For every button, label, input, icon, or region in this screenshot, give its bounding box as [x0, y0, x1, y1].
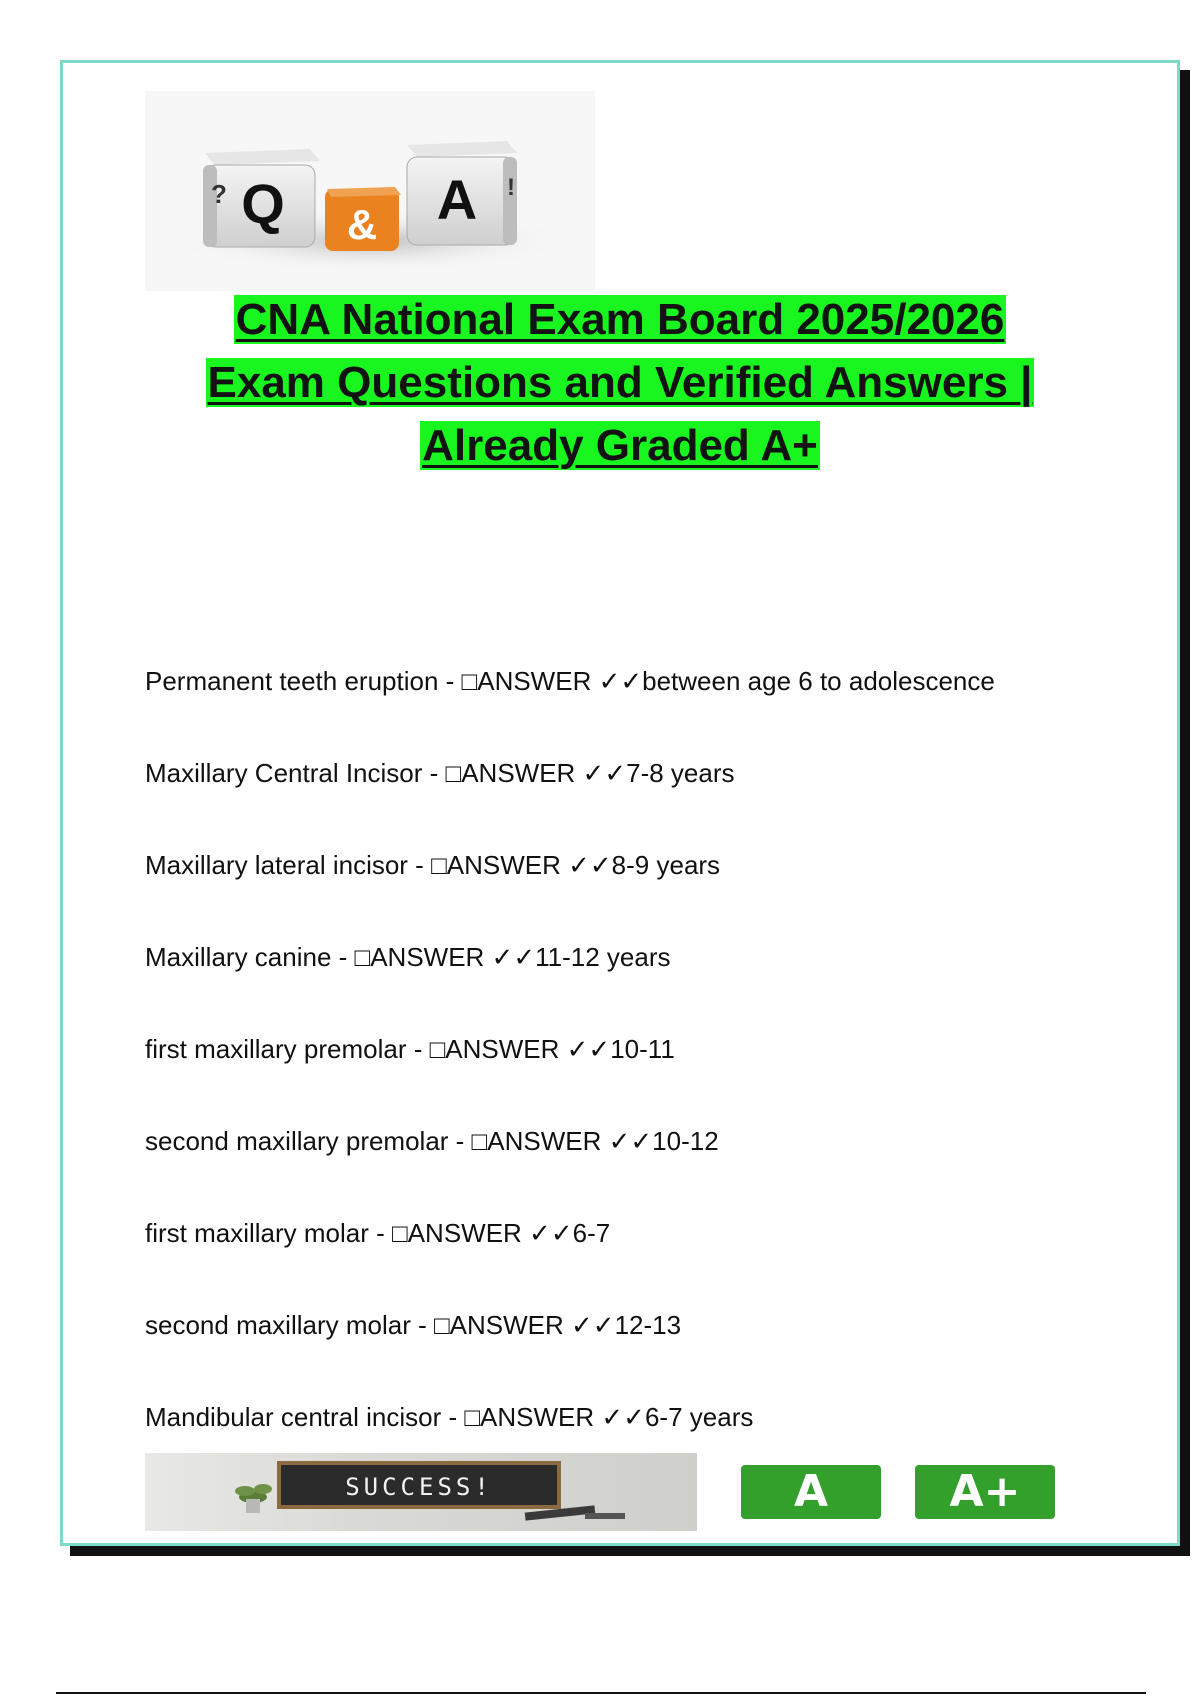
a-die: [407, 141, 517, 245]
grade-aplus-badge: A+: [915, 1465, 1055, 1519]
qa-item: Maxillary canine - □ANSWER ✓✓11-12 years: [145, 942, 671, 972]
success-sign-graphic: [145, 1453, 697, 1531]
ampersand-die: [325, 187, 401, 251]
success-sign-image: [145, 1453, 697, 1531]
qa-item: Permanent teeth eruption - □ANSWER ✓✓between age 6 to adolescence: [145, 666, 995, 696]
page-frame: [60, 60, 1180, 1546]
qa-item: Maxillary lateral incisor - □ANSWER ✓✓8-9 years: [145, 850, 721, 880]
qa-item: Mandibular central incisor - □ANSWER ✓✓6-7 years: [145, 1402, 754, 1432]
footer-divider: [56, 1692, 1146, 1694]
bottom-banner: [145, 1453, 1145, 1533]
qa-item: Maxillary Central Incisor - □ANSWER ✓✓7-8 years: [145, 758, 735, 788]
title-line-2: Exam Questions and Verified Answers |: [207, 358, 1033, 407]
title-line-1: CNA National Exam Board 2025/2026: [235, 295, 1005, 344]
die-q-label: Q: [241, 172, 285, 235]
qa-item: first maxillary molar - □ANSWER ✓✓6-7: [145, 1218, 611, 1248]
grade-a-badge: A: [741, 1465, 881, 1519]
document-title: [83, 288, 1157, 477]
die-a-label: A: [436, 168, 478, 231]
qa-item: second maxillary molar - □ANSWER ✓✓12-13: [145, 1310, 682, 1340]
qa-dice-logo: [145, 91, 595, 291]
success-sign-label: SUCCESS!: [345, 1473, 493, 1501]
qa-item: second maxillary premolar - □ANSWER ✓✓10-12: [145, 1126, 719, 1156]
exclamation-mark: !: [507, 174, 515, 201]
qa-item: first maxillary premolar - □ANSWER ✓✓10-11: [145, 1034, 675, 1064]
title-line-3: Already Graded A+: [422, 421, 818, 470]
die-amp-label: &: [346, 201, 378, 248]
question-mark: ?: [211, 179, 227, 209]
qa-list: [145, 663, 1145, 1491]
